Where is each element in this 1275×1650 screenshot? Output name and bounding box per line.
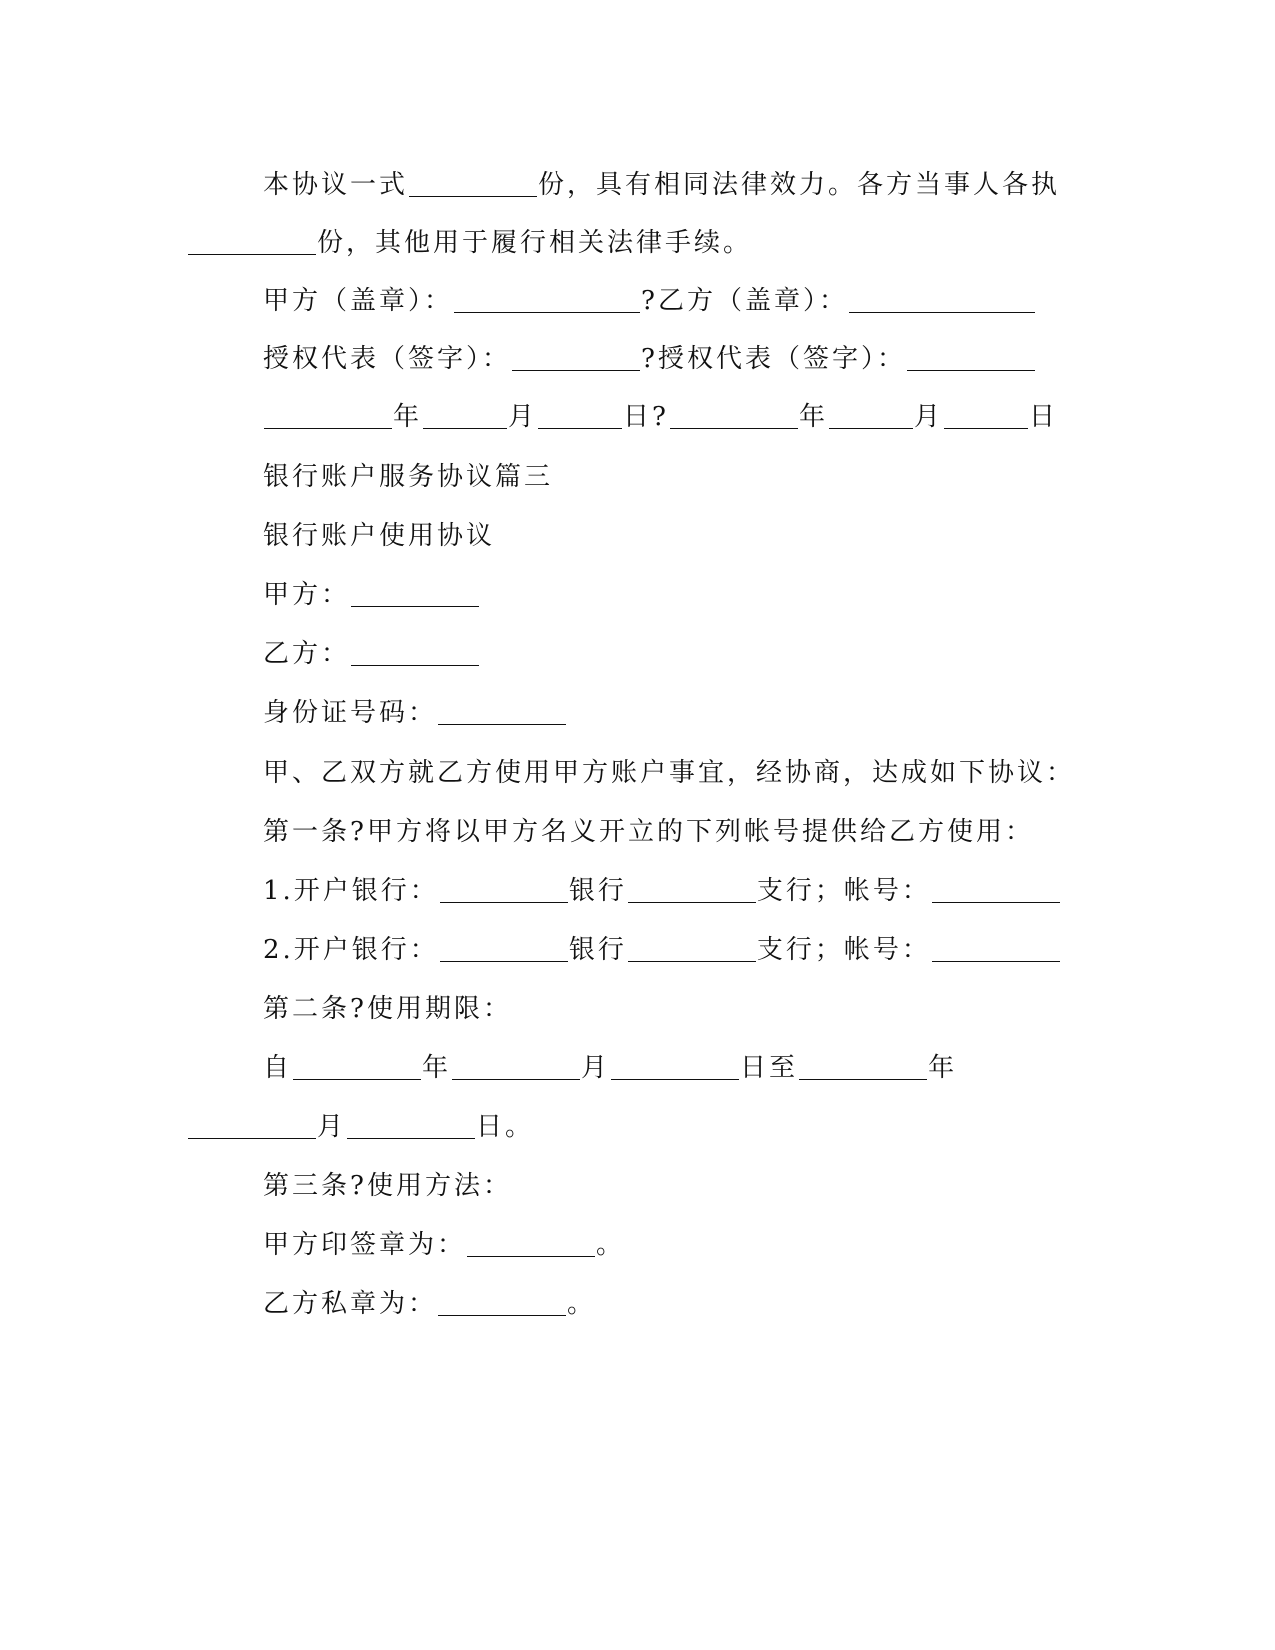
blank-field[interactable] bbox=[293, 1049, 421, 1080]
text-run: 日至 bbox=[740, 1053, 799, 1083]
agreement-preamble bbox=[263, 751, 1075, 795]
text-run: 本协议一式 bbox=[263, 170, 409, 200]
signing-date-line bbox=[263, 395, 1058, 439]
blank-field[interactable] bbox=[799, 1049, 927, 1080]
blank-field[interactable] bbox=[454, 282, 640, 313]
text-run: 月 bbox=[508, 402, 538, 432]
blank-field[interactable] bbox=[438, 694, 566, 725]
text-run: 授权代表（签字）： bbox=[263, 344, 512, 374]
text-run: 身份证号码： bbox=[263, 698, 438, 728]
text-run: 2.开户银行： bbox=[263, 935, 439, 965]
text-run: 第一条?甲方将以甲方名义开立的下列帐号提供给乙方使用： bbox=[263, 817, 1034, 847]
copies-clause bbox=[263, 163, 1060, 207]
id-number-line bbox=[263, 691, 567, 735]
blank-field[interactable] bbox=[512, 340, 640, 371]
party-a-seal-line bbox=[263, 1223, 625, 1267]
blank-field[interactable] bbox=[438, 1285, 566, 1316]
bank-account-2-line bbox=[263, 928, 1061, 972]
blank-field[interactable] bbox=[440, 931, 568, 962]
blank-field[interactable] bbox=[264, 398, 392, 429]
party-b-seal-line bbox=[263, 1282, 596, 1326]
bank-account-1-line bbox=[263, 869, 1061, 913]
blank-field[interactable] bbox=[829, 398, 913, 429]
text-run: 年 bbox=[928, 1053, 958, 1083]
text-run: 银行账户使用协议 bbox=[263, 521, 496, 551]
blank-field[interactable] bbox=[628, 872, 756, 903]
text-run: 。 bbox=[596, 1230, 626, 1260]
article-three bbox=[263, 1164, 512, 1208]
blank-field[interactable] bbox=[347, 1108, 475, 1139]
blank-field[interactable] bbox=[932, 931, 1060, 962]
text-run: 月 bbox=[581, 1053, 611, 1083]
blank-field[interactable] bbox=[188, 224, 316, 255]
blank-field[interactable] bbox=[351, 635, 479, 666]
text-run: 日? bbox=[623, 402, 669, 432]
text-run: 银行账户服务协议篇三 bbox=[263, 462, 554, 492]
document-title bbox=[263, 514, 495, 558]
text-run: 第三条?使用方法： bbox=[263, 1171, 512, 1201]
blank-field[interactable] bbox=[670, 398, 798, 429]
blank-field[interactable] bbox=[538, 398, 622, 429]
blank-field[interactable] bbox=[467, 1226, 595, 1257]
text-run: 份，具有相同法律效力。各方当事人各执 bbox=[538, 170, 1061, 200]
text-run: 年 bbox=[798, 402, 828, 432]
blank-field[interactable] bbox=[849, 282, 1035, 313]
text-run: 甲方印签章为： bbox=[263, 1230, 467, 1260]
representative-signature-line bbox=[263, 337, 1036, 381]
blank-field[interactable] bbox=[944, 398, 1028, 429]
blank-field[interactable] bbox=[440, 872, 568, 903]
usage-period-line bbox=[263, 1046, 957, 1090]
text-run: 自 bbox=[263, 1053, 293, 1083]
blank-field[interactable] bbox=[351, 576, 479, 607]
text-run: ?授权代表（签字）： bbox=[641, 344, 906, 374]
copies-clause-continued bbox=[187, 221, 752, 265]
text-run: 1.开户银行： bbox=[263, 876, 439, 906]
text-run: 支行；帐号： bbox=[756, 876, 931, 906]
text-run: 第二条?使用期限： bbox=[263, 994, 512, 1024]
text-run: 。 bbox=[567, 1289, 597, 1319]
blank-field[interactable] bbox=[188, 1108, 316, 1139]
party-seal-line bbox=[263, 279, 1036, 323]
blank-field[interactable] bbox=[409, 166, 537, 197]
text-run: 乙方： bbox=[263, 639, 351, 669]
text-run: 月 bbox=[317, 1112, 347, 1142]
text-run: 甲、乙双方就乙方使用甲方账户事宜，经协商，达成如下协议： bbox=[263, 758, 1076, 788]
text-run: 月 bbox=[914, 402, 944, 432]
blank-field[interactable] bbox=[452, 1049, 580, 1080]
text-run: 支行；帐号： bbox=[756, 935, 931, 965]
text-run: 乙方私章为： bbox=[263, 1289, 438, 1319]
text-run: 银行 bbox=[568, 876, 627, 906]
text-run: 日。 bbox=[476, 1112, 535, 1142]
text-run: 年 bbox=[422, 1053, 452, 1083]
text-run: 甲方： bbox=[263, 580, 351, 610]
party-a-line bbox=[263, 573, 480, 617]
article-one bbox=[263, 810, 1034, 854]
blank-field[interactable] bbox=[611, 1049, 739, 1080]
usage-period-continued bbox=[187, 1105, 534, 1149]
blank-field[interactable] bbox=[423, 398, 507, 429]
article-two bbox=[263, 987, 512, 1031]
text-run: 年 bbox=[393, 402, 423, 432]
text-run: 甲方（盖章）： bbox=[263, 286, 454, 316]
text-run: 银行 bbox=[568, 935, 627, 965]
text-run: ?乙方（盖章）： bbox=[641, 286, 848, 316]
party-b-line bbox=[263, 632, 480, 676]
blank-field[interactable] bbox=[932, 872, 1060, 903]
text-run: 份，其他用于履行相关法律手续。 bbox=[317, 228, 753, 258]
blank-field[interactable] bbox=[628, 931, 756, 962]
section-heading bbox=[263, 455, 553, 499]
blank-field[interactable] bbox=[907, 340, 1035, 371]
text-run: 日 bbox=[1029, 402, 1059, 432]
